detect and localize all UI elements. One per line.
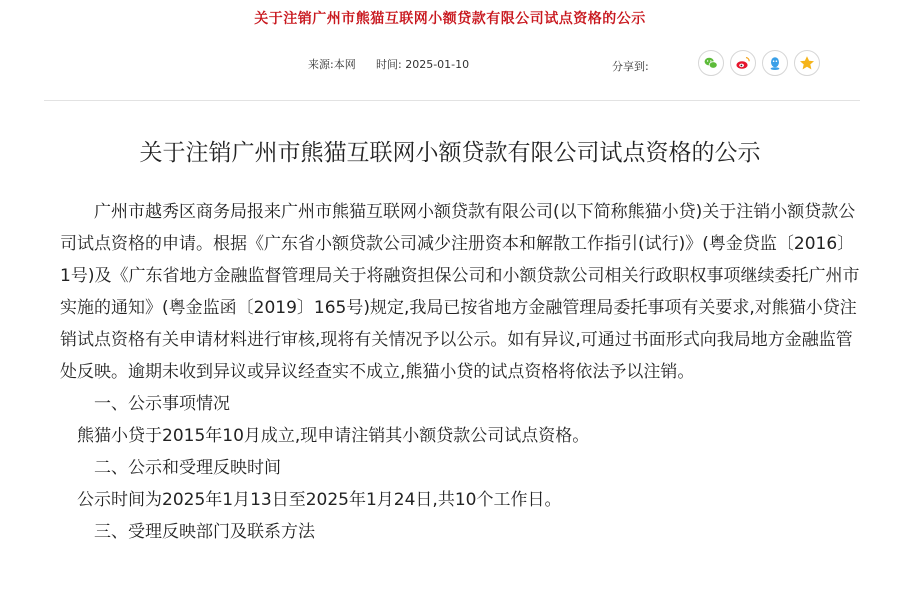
weibo-share-button[interactable] (730, 50, 756, 76)
meta-row (0, 50, 900, 78)
section-text-2: 公示时间为2025年1月13日至2025年1月24日,共10个工作日。 (77, 490, 562, 510)
section-heading-2: 二、公示和受理反映时间 (94, 458, 281, 478)
weibo-icon (735, 55, 751, 71)
qzone-share-button[interactable] (794, 50, 820, 76)
section-heading-3: 三、受理反映部门及联系方法 (94, 522, 315, 542)
source-label: 来源:本网 (308, 58, 356, 71)
divider (44, 100, 860, 101)
share-label: 分享到: (612, 60, 649, 73)
body-paragraph: 广州市越秀区商务局报来广州市熊猫互联网小额贷款有限公司(以下简称熊猫小贷)关于注销小额贷款公司试点资格的申请。根据《广东省小额贷款公司减少注册资本和解散工作指引(试行)》(粤金贷监〔2016〕1号)及《广东省地方金融监督管理局关于将融资担保公司和小额贷款公司相关行政职权事项继续委托广州市实施的通知》(粤金监函〔2019〕165号)规定,我局已按省地方金融管理局委托事项有关要求,对熊猫小贷注销试点资格有关申请材料进行审核,现将有关情况予以公示。如有异议,可通过书面形式向我局地方金融监管处反映。逾期未收到异议或异议经查实不成立,熊猫小贷的试点资格将依法予以注销。 (60, 202, 860, 382)
wechat-icon (703, 55, 719, 71)
section-heading-1: 一、公示事项情况 (94, 394, 230, 414)
wechat-share-button[interactable] (698, 50, 724, 76)
section-text-1: 熊猫小贷于2015年10月成立,现申请注销其小额贷款公司试点资格。 (77, 426, 590, 446)
article-title: 关于注销广州市熊猫互联网小额贷款有限公司试点资格的公示 (139, 140, 761, 166)
qq-icon (767, 55, 783, 71)
qq-share-button[interactable] (762, 50, 788, 76)
article-body (60, 196, 860, 548)
top-title: 关于注销广州市熊猫互联网小额贷款有限公司试点资格的公示 (254, 11, 646, 27)
qzone-icon (799, 55, 815, 71)
publish-time: 时间: 2025-01-10 (376, 58, 470, 71)
